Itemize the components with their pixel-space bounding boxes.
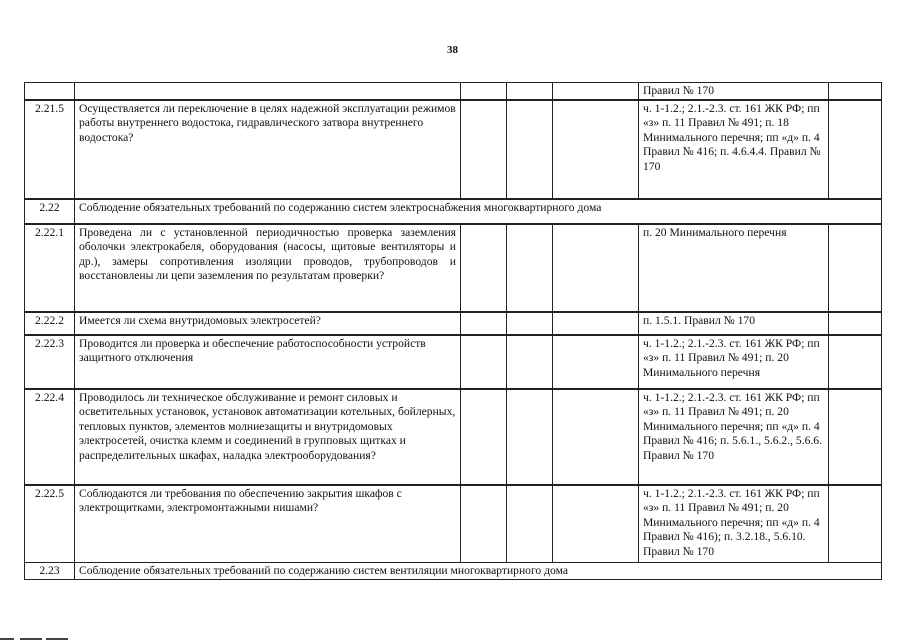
row-number: 2.22.5 <box>25 485 75 563</box>
answer-yes-cell[interactable] <box>461 100 507 199</box>
table-row <box>25 312 882 335</box>
page-number: 38 <box>447 44 458 56</box>
row-reference: ч. 1-1.2.; 2.1.-2.3. ст. 161 ЖК РФ; пп «з» п. 11 Правил № 491; п. 20 Минимального перечня; пп «д» п. 4 Правил № 416; п. 5.6.1., 5.6.2., 5.6.6. Правил № 170 <box>639 389 829 485</box>
answer-yes-cell[interactable] <box>461 389 507 485</box>
section-title: Соблюдение обязательных требований по содержанию систем электроснабжения многоквартирного дома <box>75 199 882 224</box>
row-question: Проводится ли проверка и обеспечение работоспособности устройств защитного отключения <box>75 335 461 389</box>
answer-na-cell[interactable] <box>553 224 639 312</box>
table-row <box>25 335 882 389</box>
row-question: Проводилось ли техническое обслуживание и ремонт силовых и осветительных установок, установок автоматизации котельных, бойлерных, тепловых пунктов, элементов молниезащиты и внутридомовых электросетей, очистка клемм и соединений в групповых щитках и распределительных шкафах, наладка электрооборудования? <box>75 389 461 485</box>
row-reference: ч. 1-1.2.; 2.1.-2.3. ст. 161 ЖК РФ; пп «з» п. 11 Правил № 491; п. 20 Минимального перечня <box>639 335 829 389</box>
comment-cell[interactable] <box>829 335 882 389</box>
checklist-table <box>24 82 882 580</box>
comment-cell[interactable] <box>829 389 882 485</box>
answer-yes-cell[interactable] <box>461 485 507 563</box>
row-question <box>75 83 461 100</box>
answer-yes-cell[interactable] <box>461 312 507 335</box>
answer-na-cell[interactable] <box>553 485 639 563</box>
answer-na-cell[interactable] <box>553 312 639 335</box>
row-question: Проведена ли с установленной периодичностью проверка заземления оболочки электрокабеля, оборудования (насосы, щитовые вентиляторы и др.), замеры сопротивления изоляции проводов, трубопроводов и восстановлены ли цепи заземления по результатам проверки? <box>75 224 461 312</box>
row-number: 2.22.4 <box>25 389 75 485</box>
row-number: 2.21.5 <box>25 100 75 199</box>
section-number: 2.23 <box>25 563 75 580</box>
answer-na-cell[interactable] <box>553 83 639 100</box>
answer-no-cell[interactable] <box>507 224 553 312</box>
answer-no-cell[interactable] <box>507 100 553 199</box>
answer-no-cell[interactable] <box>507 83 553 100</box>
comment-cell[interactable] <box>829 100 882 199</box>
scan-edge-marks <box>0 636 70 640</box>
comment-cell[interactable] <box>829 83 882 100</box>
row-number: 2.22.3 <box>25 335 75 389</box>
row-reference: ч. 1-1.2.; 2.1.-2.3. ст. 161 ЖК РФ; пп «з» п. 11 Правил № 491; п. 20 Минимального перечня; пп «д» п. 4 Правил № 416); п. 3.2.18., 5.6.10. Правил № 170 <box>639 485 829 563</box>
row-reference: ч. 1-1.2.; 2.1.-2.3. ст. 161 ЖК РФ; пп «з» п. 11 Правил № 491; п. 18 Минимального перечня; пп «д» п. 4 Правил № 416; п. 4.6.4.4. Правил № 170 <box>639 100 829 199</box>
row-number <box>25 83 75 100</box>
answer-na-cell[interactable] <box>553 389 639 485</box>
table-row <box>25 389 882 485</box>
row-question: Имеется ли схема внутридомовых электросетей? <box>75 312 461 335</box>
table-row <box>25 100 882 199</box>
comment-cell[interactable] <box>829 485 882 563</box>
answer-yes-cell[interactable] <box>461 83 507 100</box>
row-number: 2.22.1 <box>25 224 75 312</box>
table-row <box>25 485 882 563</box>
answer-yes-cell[interactable] <box>461 335 507 389</box>
answer-no-cell[interactable] <box>507 312 553 335</box>
answer-no-cell[interactable] <box>507 389 553 485</box>
table-row <box>25 224 882 312</box>
section-title: Соблюдение обязательных требований по содержанию систем вентиляции многоквартирного дома <box>75 563 882 580</box>
row-reference: Правил № 170 <box>639 83 829 100</box>
row-reference: п. 1.5.1. Правил № 170 <box>639 312 829 335</box>
row-question: Соблюдаются ли требования по обеспечению закрытия шкафов с электрощитками, электромонтажными нишами? <box>75 485 461 563</box>
answer-no-cell[interactable] <box>507 335 553 389</box>
answer-yes-cell[interactable] <box>461 224 507 312</box>
section-number: 2.22 <box>25 199 75 224</box>
section-row <box>25 199 882 224</box>
comment-cell[interactable] <box>829 312 882 335</box>
answer-na-cell[interactable] <box>553 335 639 389</box>
comment-cell[interactable] <box>829 224 882 312</box>
answer-na-cell[interactable] <box>553 100 639 199</box>
table-row <box>25 83 882 100</box>
row-number: 2.22.2 <box>25 312 75 335</box>
row-question: Осуществляется ли переключение в целях надежной эксплуатации режимов работы внутреннего водостока, гидравлического затвора внутреннего водостока? <box>75 100 461 199</box>
answer-no-cell[interactable] <box>507 485 553 563</box>
section-row <box>25 563 882 580</box>
row-reference: п. 20 Минимального перечня <box>639 224 829 312</box>
